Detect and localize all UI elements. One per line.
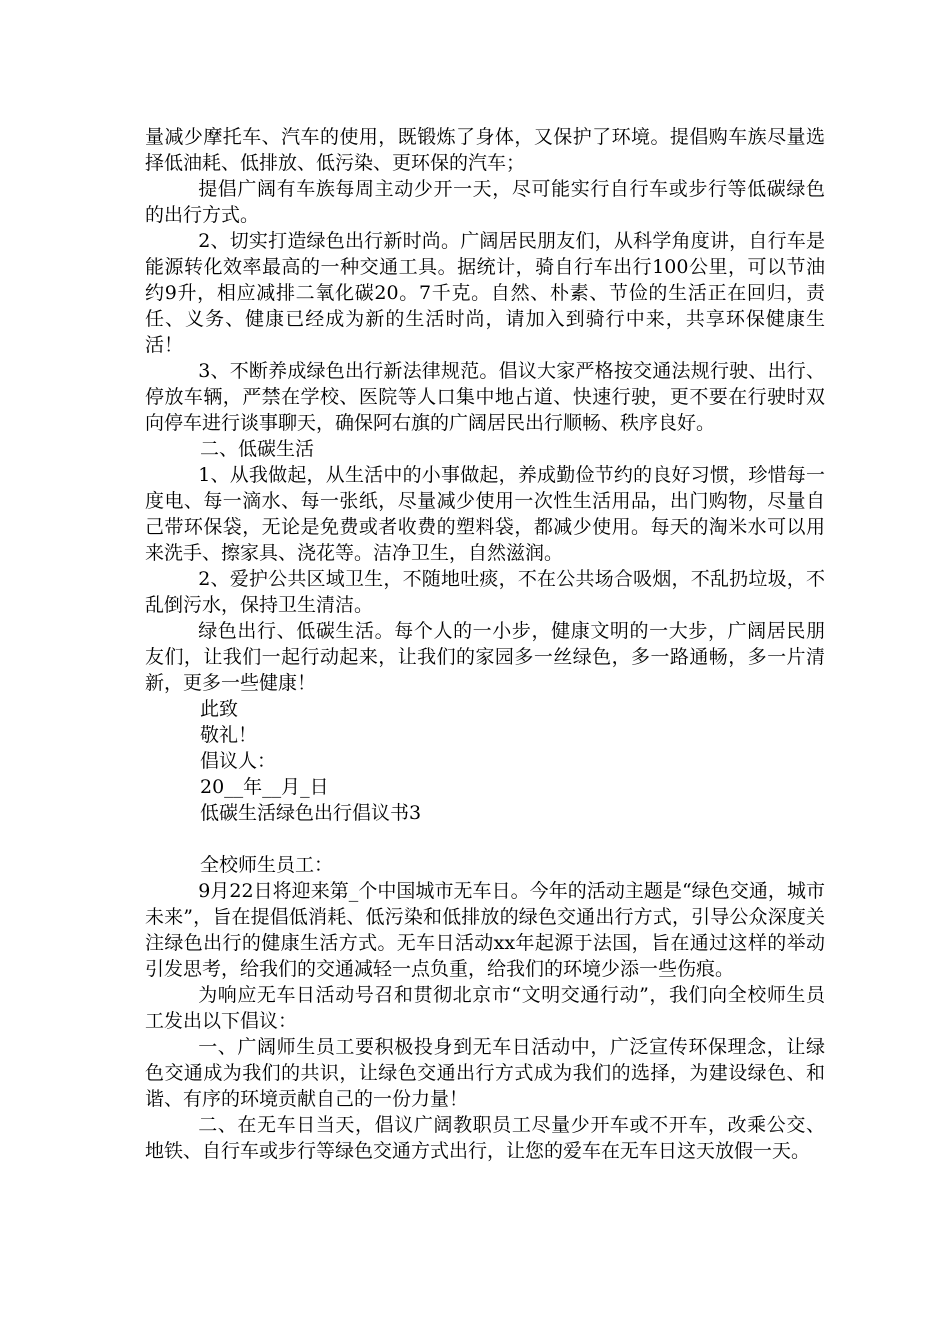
document-body: [145, 124, 825, 1164]
paragraph: 为响应无车日活动号召和贯彻北京市“文明交通行动”，我们向全校师生员工发出以下倡议：: [145, 984, 825, 1032]
paragraph: 2、切实打造绿色出行新时尚。广阔居民朋友们，从科学角度讲，自行车是能源转化效率最高的一种交通工具。据统计，骑自行车出行100公里，可以节油约9升，相应减排二氧化碳20。7千克。自然、朴素、节俭的生活正在回归，责任、义务、健康已经成为新的生活时尚，请加入到骑行中来，共享环保健康生活！: [145, 230, 825, 356]
section-heading: 二、低碳生活: [200, 438, 315, 460]
closing-salutation: 此致: [200, 698, 239, 720]
paragraph: 量减少摩托车、汽车的使用，既锻炼了身体，又保护了环境。提倡购车族尽量选择低油耗、低排放、低污染、更环保的汽车；: [145, 126, 825, 174]
document-subtitle: 低碳生活绿色出行倡议书3: [200, 802, 422, 824]
paragraph: 绿色出行、低碳生活。每个人的一小步，健康文明的一大步，广阔居民朋友们，让我们一起行动起来，让我们的家园多一丝绿色，多一路通畅，多一片清新，更多一些健康！: [145, 620, 825, 694]
paragraph: 3、不断养成绿色出行新法律规范。倡议大家严格按交通法规行驶、出行、停放车辆，严禁在学校、医院等人口集中地占道、快速行驶，更不要在行驶时双向停车进行谈事聊天，确保阿右旗的广阔居民出行顺畅、秩序良好。: [145, 360, 825, 434]
closing-regards: 敬礼！: [200, 724, 258, 746]
paragraph: 二、在无车日当天，倡议广阔教职员工尽量少开车或不开车，改乘公交、地铁、自行车或步行等绿色交通方式出行，让您的爱车在无车日这天放假一天。: [145, 1114, 825, 1162]
paragraph: 2、爱护公共区域卫生，不随地吐痰，不在公共场合吸烟，不乱扔垃圾，不乱倒污水，保持卫生清洁。: [145, 568, 825, 616]
paragraph: 9月22日将迎来第_个中国城市无车日。今年的活动主题是“绿色交通，城市未来”，旨在提倡低消耗、低污染和低排放的绿色交通出行方式，引导公众深度关注绿色出行的健康生活方式。无车日活动xx年起源于法国，旨在通过这样的举动引发思考，给我们的交通减轻一点负重，给我们的环境少添一些伤痕。: [145, 880, 825, 980]
paragraph: 提倡广阔有车族每周主动少开一天，尽可能实行自行车或步行等低碳绿色的出行方式。: [145, 178, 825, 226]
date-line: 20__年__月_日: [200, 776, 329, 798]
paragraph: 1、从我做起，从生活中的小事做起，养成勤俭节约的良好习惯，珍惜每一度电、每一滴水、每一张纸，尽量减少使用一次性生活用品，出门购物，尽量自己带环保袋，无论是免费或者收费的塑料袋，都减少使用。每天的淘米水可以用来洗手、擦家具、浇花等。洁净卫生，自然滋润。: [145, 464, 825, 564]
blank-line: [145, 826, 825, 852]
addressee: 全校师生员工：: [200, 854, 334, 876]
paragraph: 一、广阔师生员工要积极投身到无车日活动中，广泛宣传环保理念，让绿色交通成为我们的共识，让绿色交通出行方式成为我们的选择，为建设绿色、和谐、有序的环境贡献自己的一份力量！: [145, 1036, 825, 1110]
signature-label: 倡议人：: [200, 750, 277, 772]
